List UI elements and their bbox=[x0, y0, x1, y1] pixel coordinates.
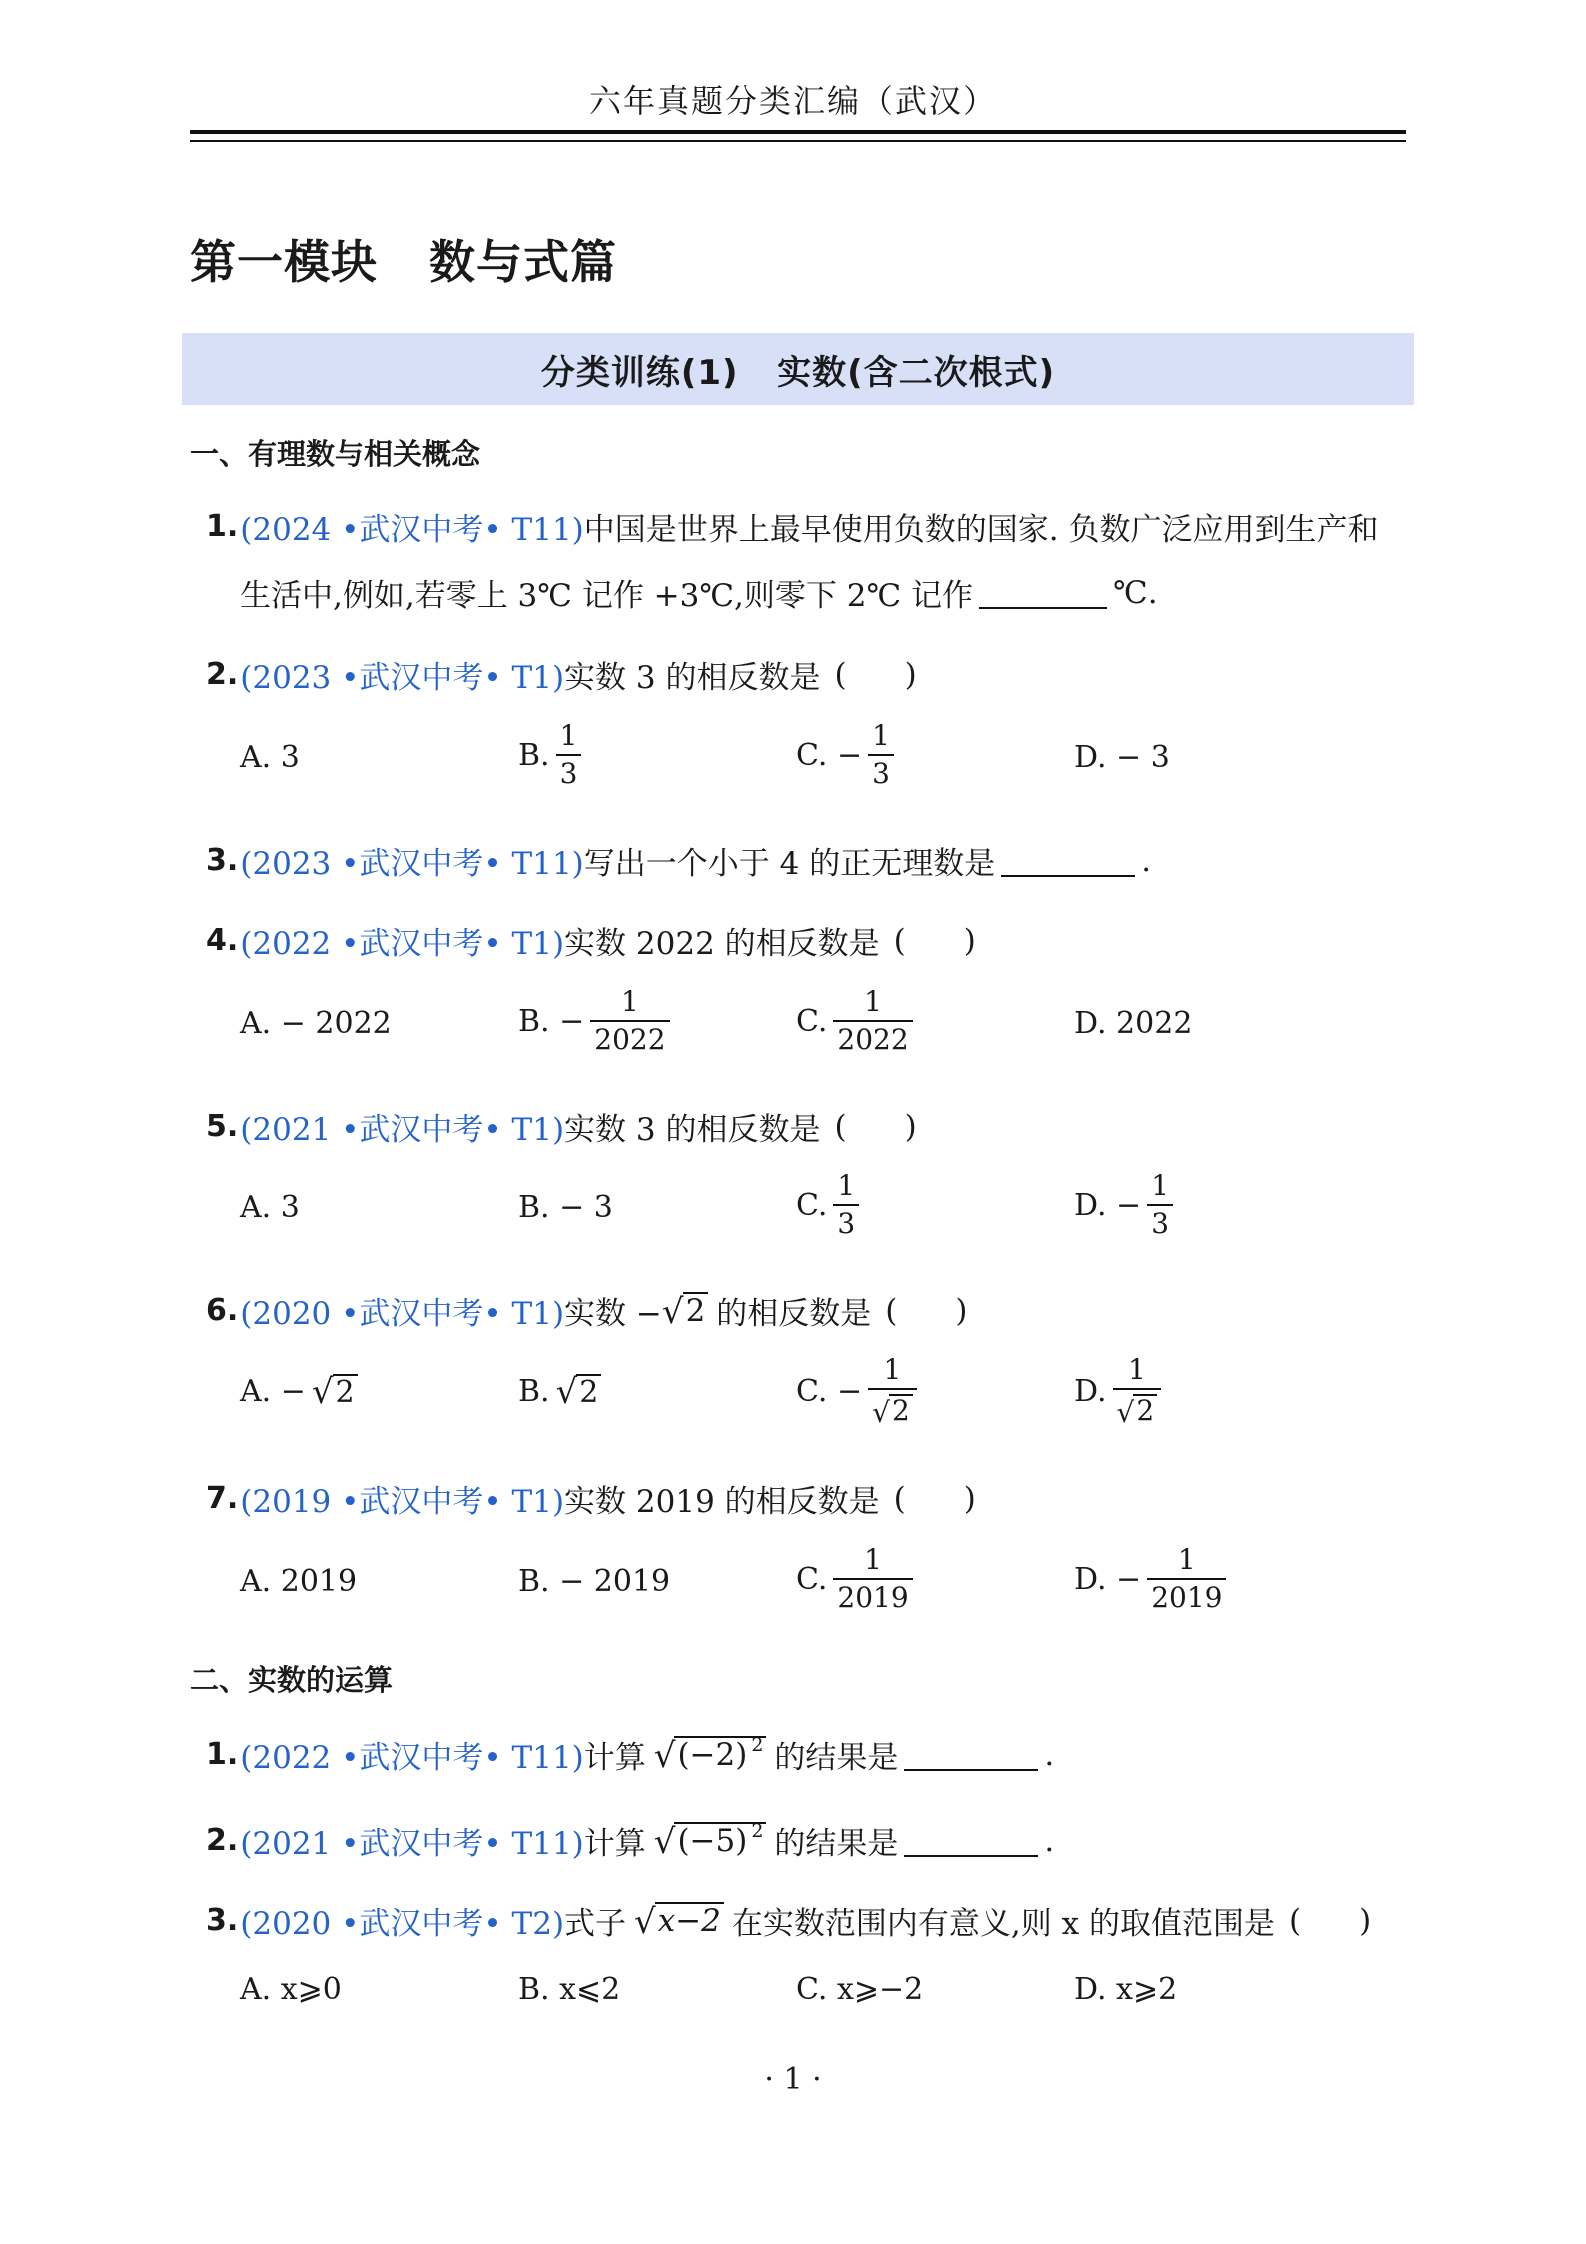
question-1-5 bbox=[206, 1104, 917, 1149]
answer-blank[interactable] bbox=[904, 1739, 1038, 1771]
option-b[interactable] bbox=[518, 1190, 613, 1225]
denominator: 2022 bbox=[590, 1020, 669, 1054]
option-b-text: B. x⩽2 bbox=[518, 1972, 621, 2007]
paren-left: ( bbox=[834, 656, 847, 693]
fraction bbox=[1113, 1353, 1162, 1429]
fraction bbox=[868, 719, 894, 790]
option-b[interactable] bbox=[518, 1564, 670, 1599]
option-d-label: D. − bbox=[1074, 1561, 1142, 1597]
numerator: 1 bbox=[1151, 1169, 1170, 1202]
numerator: 1 bbox=[864, 985, 882, 1018]
question-text: 写出一个小于 4 的正无理数是 bbox=[583, 846, 996, 882]
numerator: 1 bbox=[864, 1543, 882, 1576]
paren-right: ) bbox=[904, 1108, 917, 1145]
option-a[interactable] bbox=[240, 740, 300, 775]
paren-right: ) bbox=[904, 656, 917, 693]
numerator: 1 bbox=[620, 985, 639, 1018]
option-b-label: B. − bbox=[518, 1003, 585, 1039]
question-text: 中国是世界上最早使用负数的国家. 负数广泛应用到生产和 bbox=[583, 512, 1379, 548]
denominator: 3 bbox=[556, 754, 582, 788]
numerator: 1 bbox=[872, 719, 890, 752]
answer-parentheses[interactable] bbox=[1289, 1903, 1371, 1939]
answer-parentheses[interactable] bbox=[894, 1481, 976, 1517]
option-d-text: D. − 3 bbox=[1074, 740, 1170, 775]
option-d[interactable] bbox=[1074, 1169, 1173, 1240]
option-b-label: B. bbox=[518, 1374, 550, 1409]
denominator: 3 bbox=[1147, 1204, 1173, 1238]
option-c-label: C. − bbox=[796, 1373, 863, 1409]
answer-blank[interactable] bbox=[904, 1825, 1038, 1857]
question-source: (2019 •武汉中考• T1) bbox=[240, 1484, 565, 1520]
option-b[interactable] bbox=[518, 1972, 620, 2007]
question-source: (2022 •武汉中考• T11) bbox=[240, 1740, 584, 1776]
question-text: 式子 bbox=[564, 1906, 627, 1942]
section-band bbox=[182, 333, 1414, 405]
section-heading-2: 二、实数的运算 bbox=[190, 1663, 394, 1697]
option-a-text: A. − 2022 bbox=[240, 1006, 392, 1041]
denominator: 3 bbox=[868, 754, 894, 788]
option-a[interactable] bbox=[240, 1372, 358, 1412]
question-1-7 bbox=[206, 1476, 976, 1521]
paren-right: ) bbox=[955, 1292, 968, 1329]
option-c-label: C. bbox=[796, 1003, 828, 1039]
paren-left: ( bbox=[893, 922, 906, 959]
question-number: 7. bbox=[206, 1481, 239, 1516]
option-c[interactable] bbox=[796, 1169, 859, 1240]
question-1-6 bbox=[206, 1288, 968, 1333]
question-source: (2023 •武汉中考• T1) bbox=[240, 660, 565, 696]
square-root: √ (−5) $^2$ bbox=[654, 1822, 767, 1858]
question-number: 6. bbox=[206, 1293, 239, 1328]
paren-left: ( bbox=[834, 1108, 847, 1145]
option-c[interactable] bbox=[796, 1543, 913, 1614]
option-c-label: C. − bbox=[796, 737, 863, 773]
answer-parentheses[interactable] bbox=[834, 1109, 916, 1145]
option-b-label: B. bbox=[518, 737, 550, 773]
question-source: (2021 •武汉中考• T11) bbox=[240, 1826, 584, 1862]
question-number: 5. bbox=[206, 1109, 239, 1144]
question-text: 实数 2022 的相反数是 bbox=[564, 926, 880, 962]
option-c[interactable] bbox=[796, 719, 894, 790]
period: . bbox=[1044, 1736, 1055, 1773]
denominator: √ 2 bbox=[1113, 1388, 1162, 1427]
exponent: 2 bbox=[751, 1820, 764, 1843]
square-root: √ 2 bbox=[662, 1292, 708, 1328]
header-rule-thick bbox=[190, 130, 1406, 134]
question-source: (2022 •武汉中考• T1) bbox=[240, 926, 565, 962]
denominator: 3 bbox=[833, 1204, 859, 1238]
option-a-text: A. 2019 bbox=[240, 1564, 358, 1599]
radicand: (−2) $^2$ bbox=[674, 1736, 766, 1772]
option-c-label: C. bbox=[796, 1187, 828, 1223]
option-d[interactable] bbox=[1074, 1543, 1226, 1614]
denominator: √ 2 bbox=[868, 1388, 917, 1427]
answer-parentheses[interactable] bbox=[894, 923, 976, 959]
radicand: 2 bbox=[683, 1292, 709, 1328]
question-1-4 bbox=[206, 918, 976, 963]
question-text: 计算 bbox=[583, 1740, 646, 1776]
option-b-text: B. − 2019 bbox=[518, 1564, 671, 1599]
header-rule-thin bbox=[190, 140, 1406, 142]
numerator: 1 bbox=[883, 1353, 902, 1386]
square-root: √ 2 bbox=[312, 1374, 358, 1409]
denominator: 2019 bbox=[1147, 1578, 1226, 1612]
fraction bbox=[833, 1543, 912, 1614]
question-source: (2020 •武汉中考• T2) bbox=[240, 1906, 565, 1942]
option-c[interactable] bbox=[796, 1972, 923, 2007]
question-2-2 bbox=[206, 1818, 1054, 1863]
paren-right: ) bbox=[963, 922, 976, 959]
question-2-1 bbox=[206, 1732, 1054, 1777]
denominator: 2019 bbox=[833, 1578, 912, 1612]
question-text: 的相反数是 bbox=[716, 1296, 872, 1332]
question-2-3 bbox=[206, 1898, 1371, 1943]
question-source: (2024 •武汉中考• T11) bbox=[240, 512, 584, 548]
question-text: 的结果是 bbox=[774, 1740, 899, 1776]
radicand: 2 bbox=[1133, 1394, 1157, 1427]
question-1-2 bbox=[206, 652, 917, 697]
fraction bbox=[833, 985, 912, 1056]
option-a[interactable] bbox=[240, 1190, 300, 1225]
question-number: 2. bbox=[206, 657, 239, 692]
option-c[interactable] bbox=[796, 1353, 917, 1429]
period: . bbox=[1044, 1822, 1055, 1859]
question-text: 生活中,例如,若零上 3℃ 记作 +3℃,则零下 2℃ 记作 bbox=[240, 578, 974, 614]
exponent: 2 bbox=[751, 1734, 764, 1757]
radicand: 2 bbox=[889, 1394, 913, 1427]
option-b-text: B. − 3 bbox=[518, 1190, 613, 1225]
option-b[interactable] bbox=[518, 1372, 601, 1412]
numerator: 1 bbox=[559, 719, 578, 752]
square-root: √ 2 bbox=[556, 1374, 602, 1409]
question-text: 实数 3 的相反数是 bbox=[564, 660, 821, 696]
question-text: 的结果是 bbox=[774, 1826, 899, 1862]
option-d-text: D. 2022 bbox=[1074, 1006, 1193, 1041]
question-text: 实数 2019 的相反数是 bbox=[564, 1484, 880, 1520]
answer-parentheses[interactable] bbox=[885, 1293, 967, 1329]
option-a-text: A. 3 bbox=[240, 1190, 300, 1225]
fraction bbox=[556, 719, 582, 790]
fraction bbox=[590, 985, 669, 1056]
radicand: x−2 bbox=[655, 1902, 724, 1938]
question-text: 实数 − bbox=[564, 1296, 662, 1332]
question-text: 在实数范围内有意义,则 x 的取值范围是 bbox=[731, 1906, 1275, 1942]
unit-text: ℃. bbox=[1113, 574, 1158, 611]
fraction bbox=[1147, 1169, 1173, 1240]
answer-parentheses[interactable] bbox=[834, 657, 916, 693]
option-c-label: C. bbox=[796, 1561, 828, 1597]
section-heading-1: 一、有理数与相关概念 bbox=[190, 437, 481, 471]
answer-blank[interactable] bbox=[979, 577, 1107, 609]
running-header: 六年真题分类汇编（武汉） bbox=[588, 82, 997, 120]
paren-left: ( bbox=[1288, 1902, 1302, 1939]
question-number: 4. bbox=[206, 923, 239, 958]
numerator: 1 bbox=[837, 1169, 856, 1202]
question-number: 3. bbox=[206, 1903, 239, 1938]
page-number: · 1 · bbox=[764, 2062, 822, 2097]
option-d-text: D. x⩾2 bbox=[1074, 1972, 1178, 2007]
option-a-text: A. x⩾0 bbox=[240, 1972, 342, 2007]
question-number: 1. bbox=[206, 509, 239, 544]
answer-blank[interactable] bbox=[1001, 845, 1135, 877]
module-title: 第一模块 数与式篇 bbox=[190, 235, 618, 289]
paren-right: ) bbox=[1359, 1902, 1372, 1939]
square-root: √ (−2) $^2$ bbox=[654, 1736, 767, 1772]
fraction bbox=[833, 1169, 859, 1240]
option-a-label: A. − bbox=[240, 1374, 306, 1409]
question-text: 计算 bbox=[583, 1826, 646, 1862]
option-d[interactable] bbox=[1074, 1006, 1192, 1041]
band-title: 分类训练(1) 实数(含二次根式) bbox=[540, 352, 1056, 393]
option-b[interactable] bbox=[518, 719, 581, 790]
question-source: (2020 •武汉中考• T1) bbox=[240, 1296, 565, 1332]
radicand: 2 bbox=[576, 1374, 601, 1409]
question-number: 1. bbox=[206, 1737, 239, 1772]
paren-left: ( bbox=[885, 1292, 898, 1329]
question-source: (2023 •武汉中考• T11) bbox=[240, 846, 584, 882]
period: . bbox=[1141, 842, 1152, 879]
question-1-1-line2 bbox=[240, 570, 1158, 615]
option-a[interactable] bbox=[240, 1972, 342, 2007]
question-1-1 bbox=[206, 504, 1378, 549]
numerator: 1 bbox=[1177, 1543, 1196, 1576]
question-source: (2021 •武汉中考• T1) bbox=[240, 1112, 565, 1148]
option-a[interactable] bbox=[240, 1564, 357, 1599]
option-a[interactable] bbox=[240, 1006, 392, 1041]
radicand: 2 bbox=[333, 1374, 358, 1409]
option-c-text: C. x⩾−2 bbox=[796, 1972, 924, 2007]
fraction bbox=[1147, 1543, 1226, 1614]
option-d[interactable] bbox=[1074, 1972, 1177, 2007]
paren-left: ( bbox=[893, 1480, 906, 1517]
option-a-text: A. 3 bbox=[240, 740, 300, 775]
radicand: (−5) $^2$ bbox=[674, 1822, 766, 1858]
numerator: 1 bbox=[1127, 1353, 1146, 1386]
option-d[interactable] bbox=[1074, 1353, 1161, 1429]
option-d-label: D. bbox=[1074, 1373, 1107, 1409]
fraction bbox=[868, 1353, 917, 1429]
option-d-label: D. − bbox=[1074, 1187, 1142, 1223]
square-root: √ x−2 bbox=[634, 1902, 724, 1938]
denominator: 2022 bbox=[833, 1020, 912, 1054]
question-number: 2. bbox=[206, 1823, 239, 1858]
question-number: 3. bbox=[206, 843, 239, 878]
question-1-3 bbox=[206, 838, 1151, 883]
option-b[interactable] bbox=[518, 985, 670, 1056]
question-text: 实数 3 的相反数是 bbox=[564, 1112, 821, 1148]
option-d[interactable] bbox=[1074, 740, 1170, 775]
paren-right: ) bbox=[963, 1480, 976, 1517]
option-c[interactable] bbox=[796, 985, 913, 1056]
